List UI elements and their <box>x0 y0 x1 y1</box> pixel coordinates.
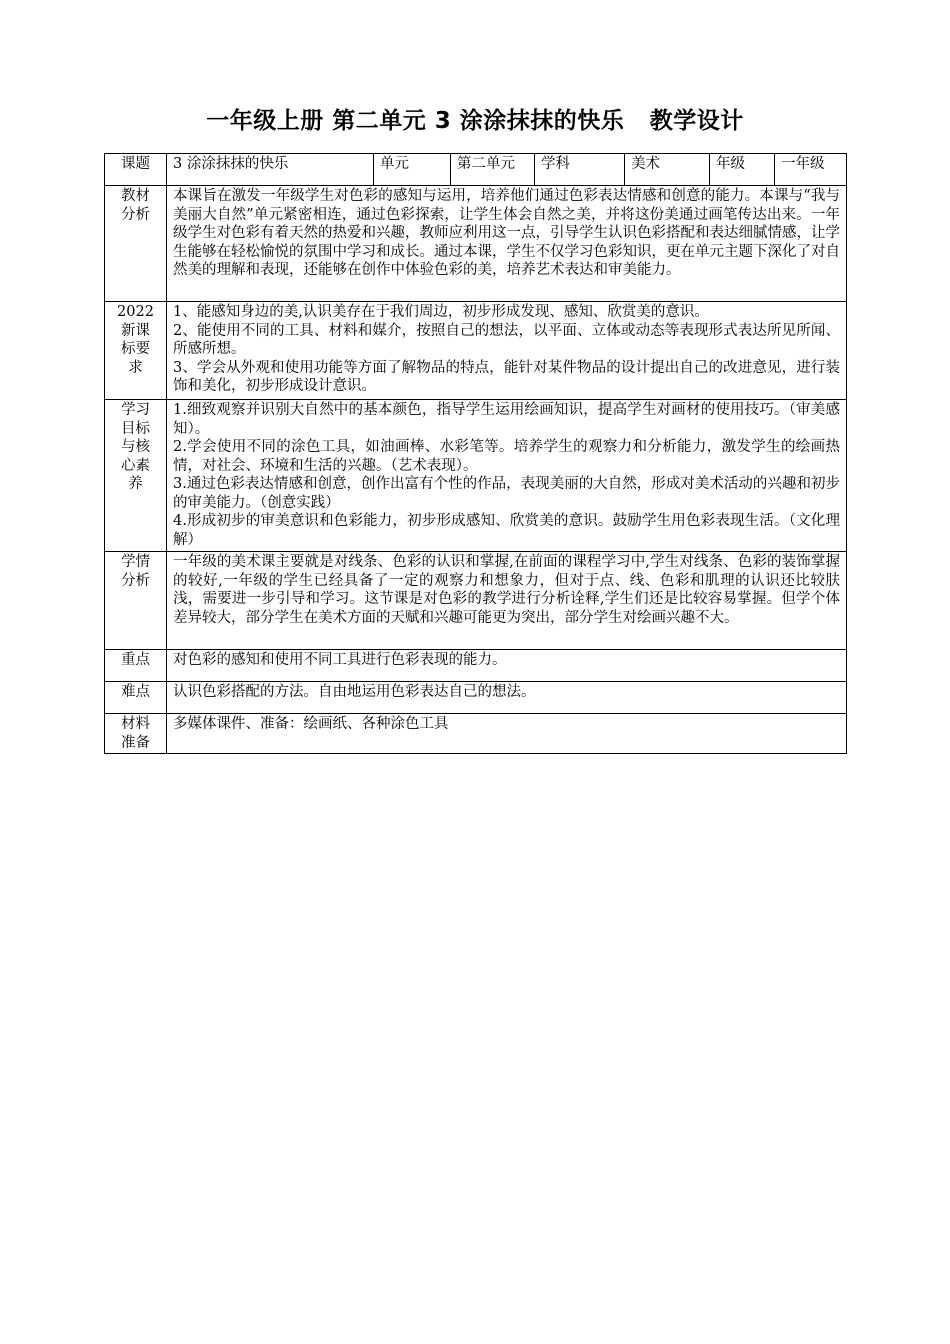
paragraph: 2.学会使用不同的涂色工具，如油画棒、水彩笔等。培养学生的观察力和分析能力，激发学生的绘画热情，对社会、环境和生活的兴趣。（艺术表现）。 <box>173 439 840 474</box>
lesson-plan-table <box>104 153 847 754</box>
paragraph: 1、能感知身边的美,认识美存在于我们周边，初步形成发现、感知、欣赏美的意识。 <box>173 304 709 320</box>
document-title: 一年级上册 第二单元 3 涂涂抹抹的快乐 教学设计 <box>206 108 744 134</box>
difficult-point-content <box>167 682 847 714</box>
difficult-point-label: 难点 <box>105 682 167 714</box>
difficult-point-row <box>105 682 847 714</box>
paragraph: 4.形成初步的审美意识和色彩能力，初步形成感知、欣赏美的意识。鼓励学生用色彩表现生活。（文化理解） <box>173 513 840 548</box>
key-point-content <box>167 650 847 682</box>
key-point-row <box>105 650 847 682</box>
textbook-analysis-label: 教材 分析 <box>105 186 167 302</box>
grade-value: 一年级 <box>775 154 847 186</box>
grade-label: 年级 <box>710 154 775 186</box>
curriculum-standard-content <box>167 302 847 400</box>
textbook-analysis-content <box>167 186 847 302</box>
paragraph: 本课旨在激发一年级学生对色彩的感知与运用，培养他们通过色彩表达情感和创意的能力。本课与“我与美丽大自然”单元紧密相连，通过色彩探索，让学生体会自然之美，并将这份美通过画笔传达出来。一年级学生对色彩有着天然的热爱和兴趣，教师应利用这一点，引导学生认识色彩搭配和表达细腻情感，让学生能够在轻松愉悦的氛围中学习和成长。通过本课，学生不仅学习色彩知识，更在单元主题下深化了对自然美的理解和表现，还能够在创作中体验色彩的美，培养艺术表达和审美能力。 <box>173 188 840 278</box>
topic-label: 课题 <box>105 154 167 186</box>
materials-content <box>167 714 847 754</box>
topic-value: 3 涂涂抹抹的快乐 <box>167 154 374 186</box>
curriculum-standard-label: 2022 新课 标要 求 <box>105 302 167 400</box>
materials-row <box>105 714 847 754</box>
paragraph: 一年级的美术课主要就是对线条、色彩的认识和掌握,在前面的课程学习中,学生对线条、色彩的装饰掌握的较好,一年级的学生已经具备了一定的观察力和想象力，但对于点、线、色彩和肌理的认识还比较肤浅，需要进一步引导和学习。这节课是对色彩的教学进行分析诠释,学生们还是比较容易掌握。但学个体差异较大，部分学生在美术方面的天赋和兴趣可能更为突出，部分学生对绘画兴趣不大。 <box>173 554 840 626</box>
materials-label: 材料 准备 <box>105 714 167 754</box>
unit-label: 单元 <box>374 154 451 186</box>
curriculum-standard-row <box>105 302 847 400</box>
student-analysis-content <box>167 552 847 650</box>
textbook-analysis-row <box>105 186 847 302</box>
header-row <box>105 154 847 186</box>
student-analysis-row <box>105 552 847 650</box>
paragraph: 认识色彩搭配的方法。自由地运用色彩表达自己的想法。 <box>173 684 536 700</box>
unit-value: 第二单元 <box>451 154 535 186</box>
content-rows <box>105 186 847 754</box>
paragraph: 1.细致观察并识别大自然中的基本颜色，指导学生运用绘画知识，提高学生对画材的使用技巧。（审美感知）。 <box>173 402 840 437</box>
learning-goals-label: 学习 目标 与核 心素 养 <box>105 400 167 552</box>
paragraph: 3、学会从外观和使用功能等方面了解物品的特点，能针对某件物品的设计提出自己的改进意见，进行装饰和美化，初步形成设计意识。 <box>173 359 840 394</box>
learning-goals-row <box>105 400 847 552</box>
subject-label: 学科 <box>535 154 625 186</box>
paragraph: 对色彩的感知和使用不同工具进行色彩表现的能力。 <box>173 652 507 668</box>
paragraph: 3.通过色彩表达情感和创意，创作出富有个性的作品，表现美丽的大自然，形成对美术活动的兴趣和初步的审美能力。（创意实践） <box>173 476 840 511</box>
paragraph: 多媒体课件、准备：绘画纸、各种涂色工具 <box>173 716 449 732</box>
learning-goals-content <box>167 400 847 552</box>
key-point-label: 重点 <box>105 650 167 682</box>
paragraph: 2、能使用不同的工具、材料和媒介，按照自己的想法，以平面、立体或动态等表现形式表达所见所闻、所感所想。 <box>173 322 840 357</box>
student-analysis-label: 学情 分析 <box>105 552 167 650</box>
subject-value: 美术 <box>625 154 710 186</box>
